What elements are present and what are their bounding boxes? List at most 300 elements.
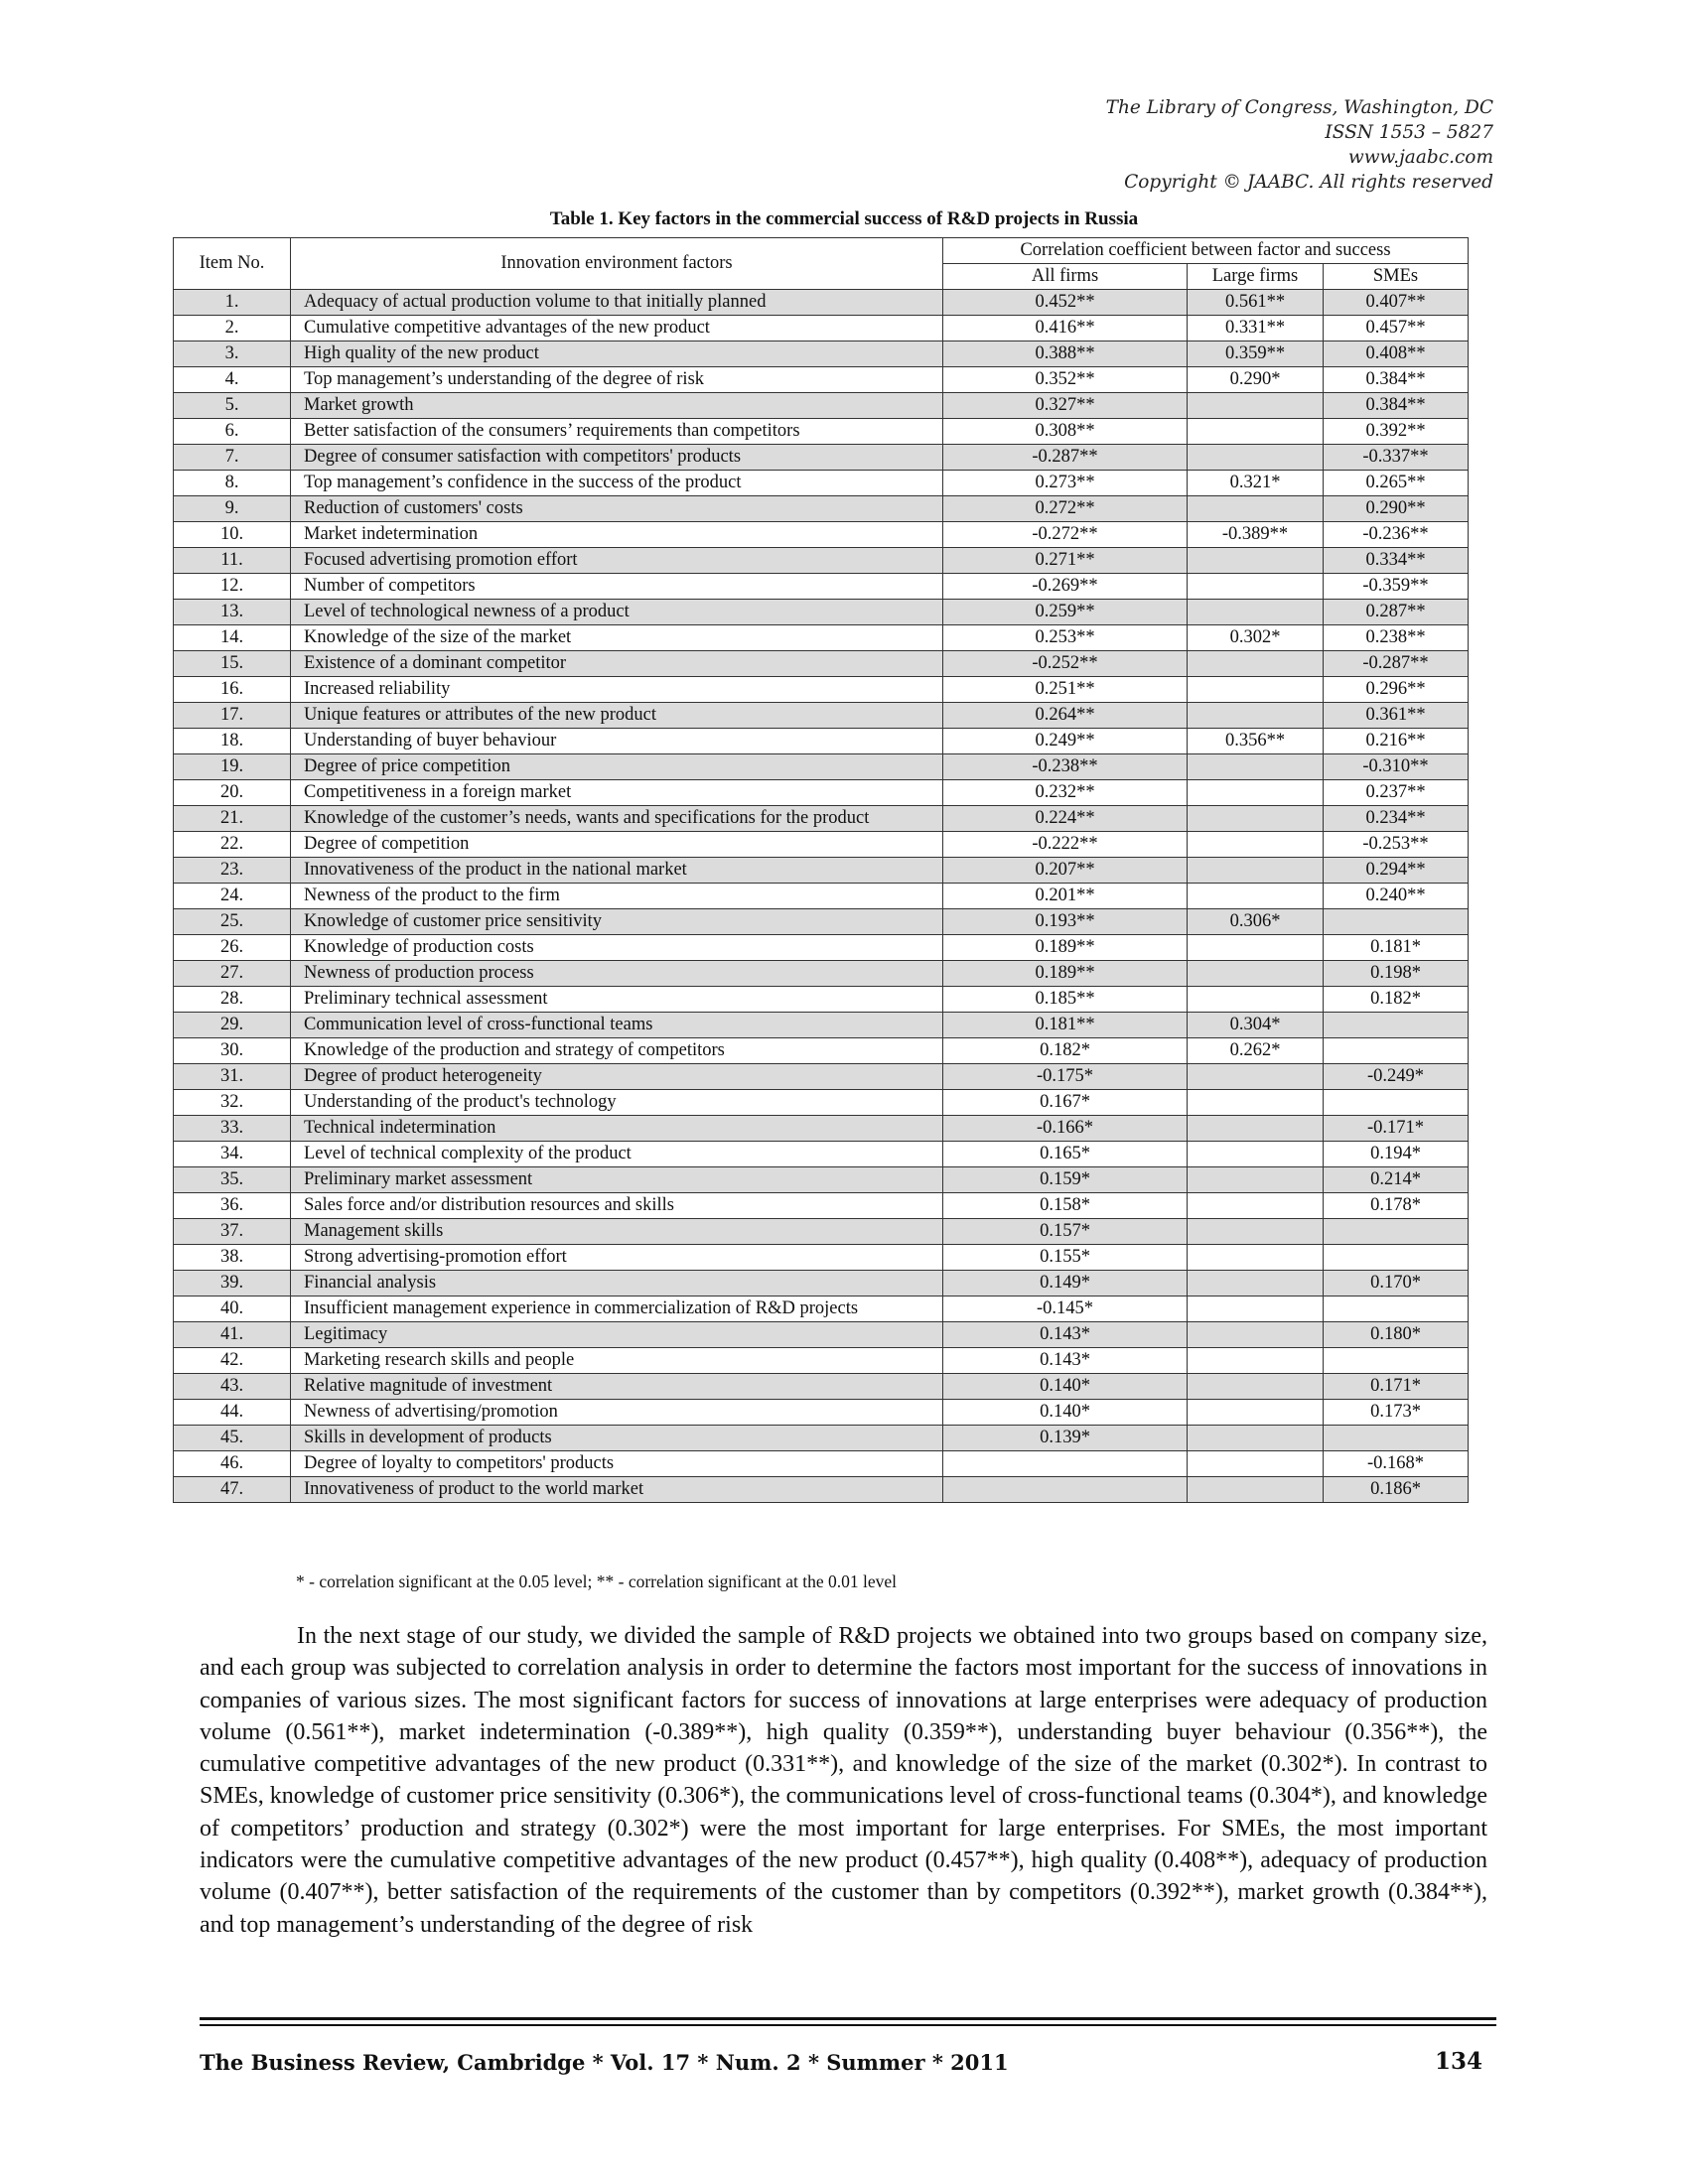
all-firms-cell: 0.185**: [943, 987, 1188, 1013]
all-firms-cell: 0.143*: [943, 1348, 1188, 1374]
table-row: [174, 600, 1469, 625]
item-number-cell: 36.: [174, 1193, 291, 1219]
large-firms-cell: 0.290*: [1188, 367, 1324, 393]
factor-name-cell: Unique features or attributes of the new product: [291, 703, 943, 729]
all-firms-cell: 0.139*: [943, 1426, 1188, 1451]
item-number-cell: 42.: [174, 1348, 291, 1374]
smes-cell: 0.240**: [1324, 884, 1469, 909]
large-firms-cell: 0.262*: [1188, 1038, 1324, 1064]
table-row: [174, 1245, 1469, 1271]
factor-name-cell: Focused advertising promotion effort: [291, 548, 943, 574]
header-library: The Library of Congress, Washington, DC: [1105, 97, 1493, 118]
all-firms-cell: 0.193**: [943, 909, 1188, 935]
item-number-cell: 10.: [174, 522, 291, 548]
item-number-cell: 43.: [174, 1374, 291, 1400]
large-firms-cell: [1188, 574, 1324, 600]
all-firms-cell: 0.259**: [943, 600, 1188, 625]
item-number-cell: 27.: [174, 961, 291, 987]
large-firms-cell: 0.304*: [1188, 1013, 1324, 1038]
item-number-cell: 41.: [174, 1322, 291, 1348]
all-firms-cell: 0.308**: [943, 419, 1188, 445]
item-number-cell: 8.: [174, 471, 291, 496]
table-row: [174, 909, 1469, 935]
smes-cell: -0.310**: [1324, 754, 1469, 780]
smes-cell: -0.249*: [1324, 1064, 1469, 1090]
all-firms-cell: -0.222**: [943, 832, 1188, 858]
table-row: [174, 1038, 1469, 1064]
factor-name-cell: High quality of the new product: [291, 341, 943, 367]
large-firms-cell: 0.306*: [1188, 909, 1324, 935]
large-firms-cell: [1188, 884, 1324, 909]
factor-name-cell: Degree of competition: [291, 832, 943, 858]
item-number-cell: 22.: [174, 832, 291, 858]
large-firms-cell: [1188, 806, 1324, 832]
all-firms-cell: 0.155*: [943, 1245, 1188, 1271]
item-number-cell: 31.: [174, 1064, 291, 1090]
item-number-cell: 21.: [174, 806, 291, 832]
smes-cell: 0.334**: [1324, 548, 1469, 574]
large-firms-cell: [1188, 1245, 1324, 1271]
col-header-item-no: Item No.: [174, 238, 291, 290]
all-firms-cell: 0.207**: [943, 858, 1188, 884]
large-firms-cell: [1188, 1116, 1324, 1142]
factor-name-cell: Legitimacy: [291, 1322, 943, 1348]
factor-name-cell: Existence of a dominant competitor: [291, 651, 943, 677]
large-firms-cell: 0.331**: [1188, 316, 1324, 341]
factor-name-cell: Preliminary technical assessment: [291, 987, 943, 1013]
factor-name-cell: Top management’s understanding of the degree of risk: [291, 367, 943, 393]
all-firms-cell: 0.251**: [943, 677, 1188, 703]
item-number-cell: 4.: [174, 367, 291, 393]
factor-name-cell: Degree of product heterogeneity: [291, 1064, 943, 1090]
footer-page-number: 134: [1434, 2048, 1482, 2075]
all-firms-cell: -0.166*: [943, 1116, 1188, 1142]
all-firms-cell: 0.140*: [943, 1400, 1188, 1426]
smes-cell: 0.186*: [1324, 1477, 1469, 1503]
table-row: [174, 677, 1469, 703]
table-container: [173, 237, 1468, 1503]
smes-cell: 0.214*: [1324, 1167, 1469, 1193]
table-row: [174, 935, 1469, 961]
smes-cell: 0.265**: [1324, 471, 1469, 496]
factor-name-cell: Knowledge of customer price sensitivity: [291, 909, 943, 935]
item-number-cell: 38.: [174, 1245, 291, 1271]
large-firms-cell: [1188, 1219, 1324, 1245]
table-row: [174, 316, 1469, 341]
table-row: [174, 1142, 1469, 1167]
large-firms-cell: 0.321*: [1188, 471, 1324, 496]
large-firms-cell: [1188, 419, 1324, 445]
large-firms-cell: [1188, 677, 1324, 703]
smes-cell: 0.237**: [1324, 780, 1469, 806]
table-title: Table 1. Key factors in the commercial success of R&D projects in Russia: [549, 208, 1139, 229]
item-number-cell: 20.: [174, 780, 291, 806]
all-firms-cell: 0.182*: [943, 1038, 1188, 1064]
factor-name-cell: Insufficient management experience in commercialization of R&D projects: [291, 1297, 943, 1322]
smes-cell: -0.337**: [1324, 445, 1469, 471]
item-number-cell: 5.: [174, 393, 291, 419]
all-firms-cell: -0.145*: [943, 1297, 1188, 1322]
large-firms-cell: [1188, 393, 1324, 419]
all-firms-cell: 0.158*: [943, 1193, 1188, 1219]
factor-name-cell: Knowledge of the size of the market: [291, 625, 943, 651]
all-firms-cell: -0.272**: [943, 522, 1188, 548]
table-row: [174, 703, 1469, 729]
table-row: [174, 548, 1469, 574]
table-row: [174, 1426, 1469, 1451]
col-header-all-firms: All firms: [943, 264, 1188, 290]
col-header-correlation-group: Correlation coefficient between factor and success: [943, 238, 1469, 264]
large-firms-cell: [1188, 961, 1324, 987]
factor-name-cell: Management skills: [291, 1219, 943, 1245]
item-number-cell: 23.: [174, 858, 291, 884]
smes-cell: 0.171*: [1324, 1374, 1469, 1400]
large-firms-cell: [1188, 1477, 1324, 1503]
factor-name-cell: Newness of advertising/promotion: [291, 1400, 943, 1426]
item-number-cell: 17.: [174, 703, 291, 729]
table-body: [174, 290, 1469, 1503]
table-row: [174, 1400, 1469, 1426]
all-firms-cell: 0.232**: [943, 780, 1188, 806]
table-row: [174, 1064, 1469, 1090]
factor-name-cell: Degree of price competition: [291, 754, 943, 780]
smes-cell: -0.171*: [1324, 1116, 1469, 1142]
smes-cell: 0.290**: [1324, 496, 1469, 522]
all-firms-cell: 0.157*: [943, 1219, 1188, 1245]
all-firms-cell: 0.159*: [943, 1167, 1188, 1193]
table-row: [174, 625, 1469, 651]
table-row: [174, 1219, 1469, 1245]
item-number-cell: 25.: [174, 909, 291, 935]
factor-name-cell: Cumulative competitive advantages of the new product: [291, 316, 943, 341]
all-firms-cell: [943, 1451, 1188, 1477]
smes-cell: [1324, 1245, 1469, 1271]
item-number-cell: 29.: [174, 1013, 291, 1038]
large-firms-cell: [1188, 1167, 1324, 1193]
item-number-cell: 19.: [174, 754, 291, 780]
table-row: [174, 1167, 1469, 1193]
table-row: [174, 522, 1469, 548]
item-number-cell: 46.: [174, 1451, 291, 1477]
table-row: [174, 729, 1469, 754]
table-footnote: * - correlation significant at the 0.05 level; ** - correlation significant at the 0.01 level: [296, 1571, 898, 1591]
table-row: [174, 471, 1469, 496]
item-number-cell: 15.: [174, 651, 291, 677]
item-number-cell: 13.: [174, 600, 291, 625]
table-row: [174, 1374, 1469, 1400]
large-firms-cell: [1188, 1193, 1324, 1219]
smes-cell: [1324, 1426, 1469, 1451]
large-firms-cell: [1188, 548, 1324, 574]
all-firms-cell: 0.224**: [943, 806, 1188, 832]
smes-cell: [1324, 1038, 1469, 1064]
all-firms-cell: 0.327**: [943, 393, 1188, 419]
item-number-cell: 1.: [174, 290, 291, 316]
col-header-factors: Innovation environment factors: [291, 238, 943, 290]
item-number-cell: 14.: [174, 625, 291, 651]
item-number-cell: 30.: [174, 1038, 291, 1064]
all-firms-cell: 0.201**: [943, 884, 1188, 909]
factor-name-cell: Market growth: [291, 393, 943, 419]
smes-cell: 0.384**: [1324, 367, 1469, 393]
large-firms-cell: [1188, 445, 1324, 471]
smes-cell: [1324, 1297, 1469, 1322]
table-row: [174, 393, 1469, 419]
item-number-cell: 47.: [174, 1477, 291, 1503]
smes-cell: 0.408**: [1324, 341, 1469, 367]
smes-cell: 0.296**: [1324, 677, 1469, 703]
smes-cell: [1324, 1013, 1469, 1038]
smes-cell: [1324, 1090, 1469, 1116]
factor-name-cell: Understanding of buyer behaviour: [291, 729, 943, 754]
factor-name-cell: Communication level of cross-functional teams: [291, 1013, 943, 1038]
factor-name-cell: Number of competitors: [291, 574, 943, 600]
large-firms-cell: [1188, 1322, 1324, 1348]
large-firms-cell: [1188, 1426, 1324, 1451]
item-number-cell: 34.: [174, 1142, 291, 1167]
smes-cell: 0.234**: [1324, 806, 1469, 832]
smes-cell: 0.173*: [1324, 1400, 1469, 1426]
item-number-cell: 40.: [174, 1297, 291, 1322]
table-row: [174, 1090, 1469, 1116]
footer-rule-thin: [200, 2024, 1496, 2026]
table-row: [174, 496, 1469, 522]
large-firms-cell: [1188, 1400, 1324, 1426]
factor-name-cell: Relative magnitude of investment: [291, 1374, 943, 1400]
table-row: [174, 419, 1469, 445]
footer-rule-thick: [200, 2017, 1496, 2020]
page-header: [1106, 95, 1493, 195]
factor-name-cell: Sales force and/or distribution resources and skills: [291, 1193, 943, 1219]
table-row: [174, 858, 1469, 884]
large-firms-cell: [1188, 987, 1324, 1013]
factor-name-cell: Innovativeness of the product in the national market: [291, 858, 943, 884]
large-firms-cell: [1188, 935, 1324, 961]
large-firms-cell: [1188, 1090, 1324, 1116]
factor-name-cell: Degree of consumer satisfaction with competitors' products: [291, 445, 943, 471]
all-firms-cell: -0.287**: [943, 445, 1188, 471]
smes-cell: 0.407**: [1324, 290, 1469, 316]
smes-cell: 0.238**: [1324, 625, 1469, 651]
all-firms-cell: [943, 1477, 1188, 1503]
all-firms-cell: 0.452**: [943, 290, 1188, 316]
smes-cell: 0.170*: [1324, 1271, 1469, 1297]
large-firms-cell: 0.359**: [1188, 341, 1324, 367]
smes-cell: 0.361**: [1324, 703, 1469, 729]
item-number-cell: 39.: [174, 1271, 291, 1297]
body-paragraph: In the next stage of our study, we divided the sample of R&D projects we obtained into two groups based on company size, and each group was subjected to correlation analysis in order to determine the factors most important for the success of innovations in companies of various sizes. The most significant factors for success of innovations at large enterprises were adequacy of production volume (0.561**), market indetermination (-0.389**), high quality (0.359**), understanding buyer behaviour (0.356**), the cumulative competitive advantages of the new product (0.331**), and knowledge of the size of the market (0.302*). In contrast to SMEs, knowledge of customer price sensitivity (0.306*), the communications level of cross-functional teams (0.304*), and knowledge of competitors’ production and strategy (0.302*) were the most important for large enterprises. For SMEs, the most important indicators were the cumulative competitive advantages of the new product (0.457**), high quality (0.408**), adequacy of production volume (0.407**), better satisfaction of the requirements of the customer than by competitors (0.392**), market growth (0.384**), and top management’s understanding of the degree of risk: [200, 1623, 1487, 1938]
factor-name-cell: Increased reliability: [291, 677, 943, 703]
factor-name-cell: Newness of the product to the firm: [291, 884, 943, 909]
factor-name-cell: Top management’s confidence in the success of the product: [291, 471, 943, 496]
table-row: [174, 780, 1469, 806]
large-firms-cell: [1188, 1451, 1324, 1477]
smes-cell: 0.294**: [1324, 858, 1469, 884]
smes-cell: 0.457**: [1324, 316, 1469, 341]
factor-name-cell: Adequacy of actual production volume to that initially planned: [291, 290, 943, 316]
smes-cell: -0.287**: [1324, 651, 1469, 677]
table-row: [174, 1297, 1469, 1322]
factor-name-cell: Skills in development of products: [291, 1426, 943, 1451]
factor-name-cell: Innovativeness of product to the world market: [291, 1477, 943, 1503]
all-firms-cell: 0.272**: [943, 496, 1188, 522]
all-firms-cell: 0.143*: [943, 1322, 1188, 1348]
table-row: [174, 290, 1469, 316]
all-firms-cell: 0.273**: [943, 471, 1188, 496]
large-firms-cell: [1188, 832, 1324, 858]
item-number-cell: 11.: [174, 548, 291, 574]
factor-name-cell: Reduction of customers' costs: [291, 496, 943, 522]
factor-name-cell: Competitiveness in a foreign market: [291, 780, 943, 806]
smes-cell: 0.194*: [1324, 1142, 1469, 1167]
factor-name-cell: Degree of loyalty to competitors' products: [291, 1451, 943, 1477]
item-number-cell: 18.: [174, 729, 291, 754]
factor-name-cell: Knowledge of production costs: [291, 935, 943, 961]
factor-name-cell: Knowledge of the customer’s needs, wants and specifications for the product: [291, 806, 943, 832]
smes-cell: 0.180*: [1324, 1322, 1469, 1348]
large-firms-cell: [1188, 754, 1324, 780]
all-firms-cell: 0.140*: [943, 1374, 1188, 1400]
table-row: [174, 651, 1469, 677]
factor-name-cell: Newness of production process: [291, 961, 943, 987]
col-header-large-firms: Large firms: [1188, 264, 1324, 290]
factor-name-cell: Level of technical complexity of the product: [291, 1142, 943, 1167]
smes-cell: -0.359**: [1324, 574, 1469, 600]
all-firms-cell: -0.175*: [943, 1064, 1188, 1090]
large-firms-cell: [1188, 780, 1324, 806]
item-number-cell: 33.: [174, 1116, 291, 1142]
col-header-smes: SMEs: [1324, 264, 1469, 290]
smes-cell: [1324, 1219, 1469, 1245]
factor-name-cell: Market indetermination: [291, 522, 943, 548]
item-number-cell: 12.: [174, 574, 291, 600]
item-number-cell: 9.: [174, 496, 291, 522]
item-number-cell: 24.: [174, 884, 291, 909]
all-firms-cell: 0.264**: [943, 703, 1188, 729]
large-firms-cell: 0.561**: [1188, 290, 1324, 316]
table-row: [174, 1193, 1469, 1219]
smes-cell: -0.168*: [1324, 1451, 1469, 1477]
table-row: [174, 961, 1469, 987]
large-firms-cell: 0.356**: [1188, 729, 1324, 754]
large-firms-cell: [1188, 651, 1324, 677]
all-firms-cell: 0.181**: [943, 1013, 1188, 1038]
factors-table: [173, 237, 1469, 1503]
table-row: [174, 341, 1469, 367]
large-firms-cell: [1188, 600, 1324, 625]
item-number-cell: 7.: [174, 445, 291, 471]
smes-cell: 0.198*: [1324, 961, 1469, 987]
table-row: [174, 445, 1469, 471]
all-firms-cell: 0.189**: [943, 961, 1188, 987]
all-firms-cell: -0.269**: [943, 574, 1188, 600]
all-firms-cell: 0.165*: [943, 1142, 1188, 1167]
all-firms-cell: 0.189**: [943, 935, 1188, 961]
smes-cell: 0.287**: [1324, 600, 1469, 625]
large-firms-cell: [1188, 703, 1324, 729]
factor-name-cell: Level of technological newness of a product: [291, 600, 943, 625]
smes-cell: 0.178*: [1324, 1193, 1469, 1219]
large-firms-cell: [1188, 858, 1324, 884]
table-row: [174, 754, 1469, 780]
smes-cell: [1324, 1348, 1469, 1374]
item-number-cell: 3.: [174, 341, 291, 367]
large-firms-cell: [1188, 1064, 1324, 1090]
table-row: [174, 1116, 1469, 1142]
item-number-cell: 28.: [174, 987, 291, 1013]
header-issn: ISSN 1553 – 5827: [1325, 122, 1493, 143]
factor-name-cell: Financial analysis: [291, 1271, 943, 1297]
factor-name-cell: Better satisfaction of the consumers’ requirements than competitors: [291, 419, 943, 445]
all-firms-cell: -0.252**: [943, 651, 1188, 677]
large-firms-cell: [1188, 1348, 1324, 1374]
footer-journal: The Business Review, Cambridge * Vol. 17 * Num. 2 * Summer * 2011: [200, 2050, 1009, 2075]
table-row: [174, 1477, 1469, 1503]
large-firms-cell: [1188, 496, 1324, 522]
all-firms-cell: -0.238**: [943, 754, 1188, 780]
table-row: [174, 574, 1469, 600]
table-row: [174, 1013, 1469, 1038]
item-number-cell: 26.: [174, 935, 291, 961]
large-firms-cell: 0.302*: [1188, 625, 1324, 651]
header-website: www.jaabc.com: [1347, 147, 1493, 168]
table-row: [174, 1348, 1469, 1374]
table-row: [174, 1322, 1469, 1348]
table-row: [174, 806, 1469, 832]
item-number-cell: 44.: [174, 1400, 291, 1426]
all-firms-cell: 0.271**: [943, 548, 1188, 574]
all-firms-cell: 0.149*: [943, 1271, 1188, 1297]
item-number-cell: 32.: [174, 1090, 291, 1116]
factor-name-cell: Technical indetermination: [291, 1116, 943, 1142]
smes-cell: 0.384**: [1324, 393, 1469, 419]
factor-name-cell: Knowledge of the production and strategy of competitors: [291, 1038, 943, 1064]
all-firms-cell: 0.352**: [943, 367, 1188, 393]
table-row: [174, 367, 1469, 393]
item-number-cell: 37.: [174, 1219, 291, 1245]
large-firms-cell: -0.389**: [1188, 522, 1324, 548]
smes-cell: 0.392**: [1324, 419, 1469, 445]
large-firms-cell: [1188, 1297, 1324, 1322]
item-number-cell: 16.: [174, 677, 291, 703]
smes-cell: -0.236**: [1324, 522, 1469, 548]
factor-name-cell: Marketing research skills and people: [291, 1348, 943, 1374]
table-row: [174, 987, 1469, 1013]
factor-name-cell: Understanding of the product's technology: [291, 1090, 943, 1116]
table-header-row: [174, 238, 1469, 264]
all-firms-cell: 0.416**: [943, 316, 1188, 341]
table-row: [174, 884, 1469, 909]
smes-cell: 0.181*: [1324, 935, 1469, 961]
table-row: [174, 1271, 1469, 1297]
all-firms-cell: 0.253**: [943, 625, 1188, 651]
item-number-cell: 35.: [174, 1167, 291, 1193]
smes-cell: 0.216**: [1324, 729, 1469, 754]
table-row: [174, 832, 1469, 858]
smes-cell: [1324, 909, 1469, 935]
header-copyright: Copyright © JAABC. All rights reserved: [1124, 172, 1493, 193]
all-firms-cell: 0.167*: [943, 1090, 1188, 1116]
item-number-cell: 2.: [174, 316, 291, 341]
large-firms-cell: [1188, 1271, 1324, 1297]
item-number-cell: 45.: [174, 1426, 291, 1451]
all-firms-cell: 0.249**: [943, 729, 1188, 754]
table-row: [174, 1451, 1469, 1477]
smes-cell: -0.253**: [1324, 832, 1469, 858]
factor-name-cell: Strong advertising-promotion effort: [291, 1245, 943, 1271]
item-number-cell: 6.: [174, 419, 291, 445]
large-firms-cell: [1188, 1374, 1324, 1400]
